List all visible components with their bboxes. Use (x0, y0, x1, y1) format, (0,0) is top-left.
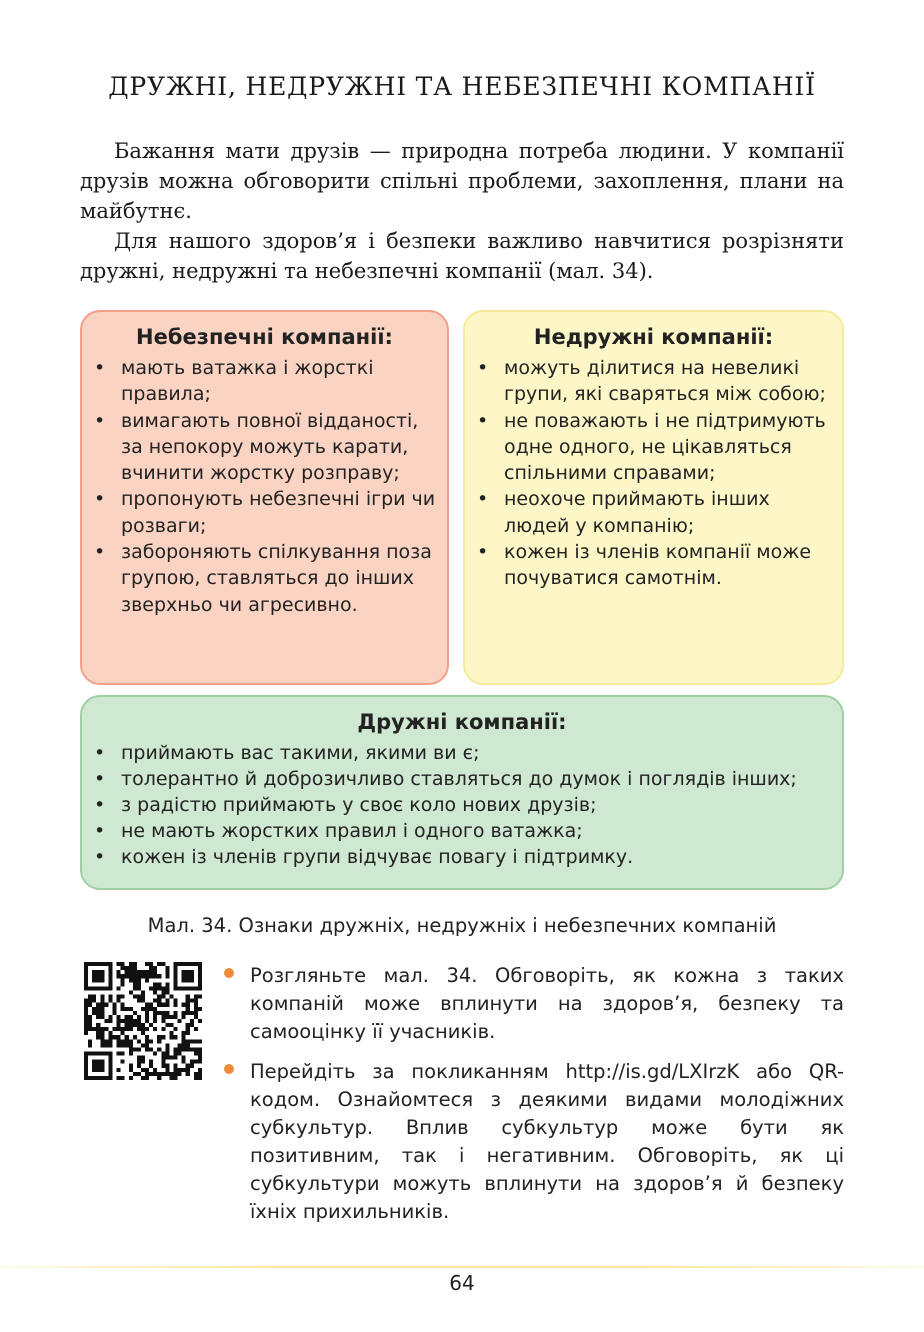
footer-divider (0, 1266, 924, 1268)
list-item: • приймають вас такими, якими ви є; (94, 742, 480, 764)
list-item: • вимагають повної відданості, за непокору можуть карати, вчинити жорстку розправу; (94, 409, 419, 485)
task-bullet-icon (224, 1064, 234, 1074)
figure-caption: Мал. 34. Ознаки дружніх, недружніх і небезпечних компаній (147, 914, 777, 937)
bullet-icon: • (94, 742, 106, 764)
task-bullet-icon (224, 968, 234, 978)
bullet-icon: • (477, 488, 489, 511)
unfriendly-companies-list (465, 355, 842, 592)
bullet-icon: • (94, 541, 106, 564)
unfriendly-companies-box (463, 310, 844, 685)
page-number: 64 (449, 1271, 475, 1295)
list-item: • з радістю приймають у своє коло нових друзів; (94, 794, 597, 816)
list-item: • забороняють спілкування поза групою, ставляться до інших зверхньо чи агресивно. (94, 541, 432, 616)
bullet-icon: • (94, 820, 106, 842)
intro-paragraph-2: Для нашого здоров’я і безпеки важливо навчитися розрізняти дружні, недружні та небезпечні компанії (мал. 34). (80, 229, 844, 283)
unfriendly-companies-title: Недружні компанії: (533, 325, 774, 349)
friendly-companies-list (82, 740, 842, 870)
list-item: • неохоче приймають інших людей у компанію; (477, 488, 770, 537)
list-item: • пропонують небезпечні ігри чи розваги; (94, 488, 436, 537)
dangerous-companies-box (80, 310, 449, 685)
page-title: ДРУЖНІ, НЕДРУЖНІ ТА НЕБЕЗПЕЧНІ КОМПАНІЇ (108, 72, 816, 101)
qr-code-icon[interactable] (84, 962, 202, 1080)
friendly-companies-box (80, 695, 844, 890)
list-item: • не мають жорстких правил і одного ватажка; (94, 820, 583, 842)
task-1: Розгляньте мал. 34. Обговоріть, як кожна з таких компаній може вплинути на здоров’я, безпеку та самооцінку її учасників. (250, 964, 844, 1043)
bullet-icon: • (94, 357, 106, 379)
list-item: • не поважають і не підтримують одне одного, не цікавляться спільними справами; (477, 409, 826, 485)
dangerous-companies-list (82, 355, 447, 618)
list-item: • мають ватажка і жорсткі правила; (94, 357, 374, 406)
bullet-icon: • (477, 541, 489, 564)
bullet-icon: • (94, 409, 106, 432)
bullet-icon: • (477, 357, 489, 379)
bullet-icon: • (94, 768, 106, 790)
intro-paragraph-1: Бажання мати друзів — природна потреба людини. У компанії друзів можна обговорити спільні проблеми, захоплення, плани на майбутнє. (80, 139, 844, 223)
list-item: • кожен із членів групи відчуває повагу і підтримку. (94, 846, 634, 868)
task-2: Перейдіть за покликанням http://is.gd/LXIrzK або QR-кодом. Ознайомтеся з деякими видами молодіжних субкультур. Вплив субкультур може бути як позитивним, так і негативним. Обговоріть, як ці субкультури можуть вплинути на здоров’я й безпеку їхніх прихильників. (250, 1060, 844, 1223)
list-item: • можуть ділитися на невеликі групи, які сваряться між собою; (477, 357, 826, 406)
bullet-icon: • (94, 846, 106, 868)
list-item: • толерантно й доброзичливо ставляться до думок і поглядів інших; (94, 768, 797, 790)
friendly-companies-title: Дружні компанії: (357, 710, 567, 734)
bullet-icon: • (477, 409, 489, 432)
bullet-icon: • (94, 794, 106, 816)
list-item: • кожен із членів компанії може почуватися самотнім. (477, 541, 812, 590)
dangerous-companies-title: Небезпечні компанії: (136, 325, 393, 349)
bullet-icon: • (94, 488, 106, 511)
